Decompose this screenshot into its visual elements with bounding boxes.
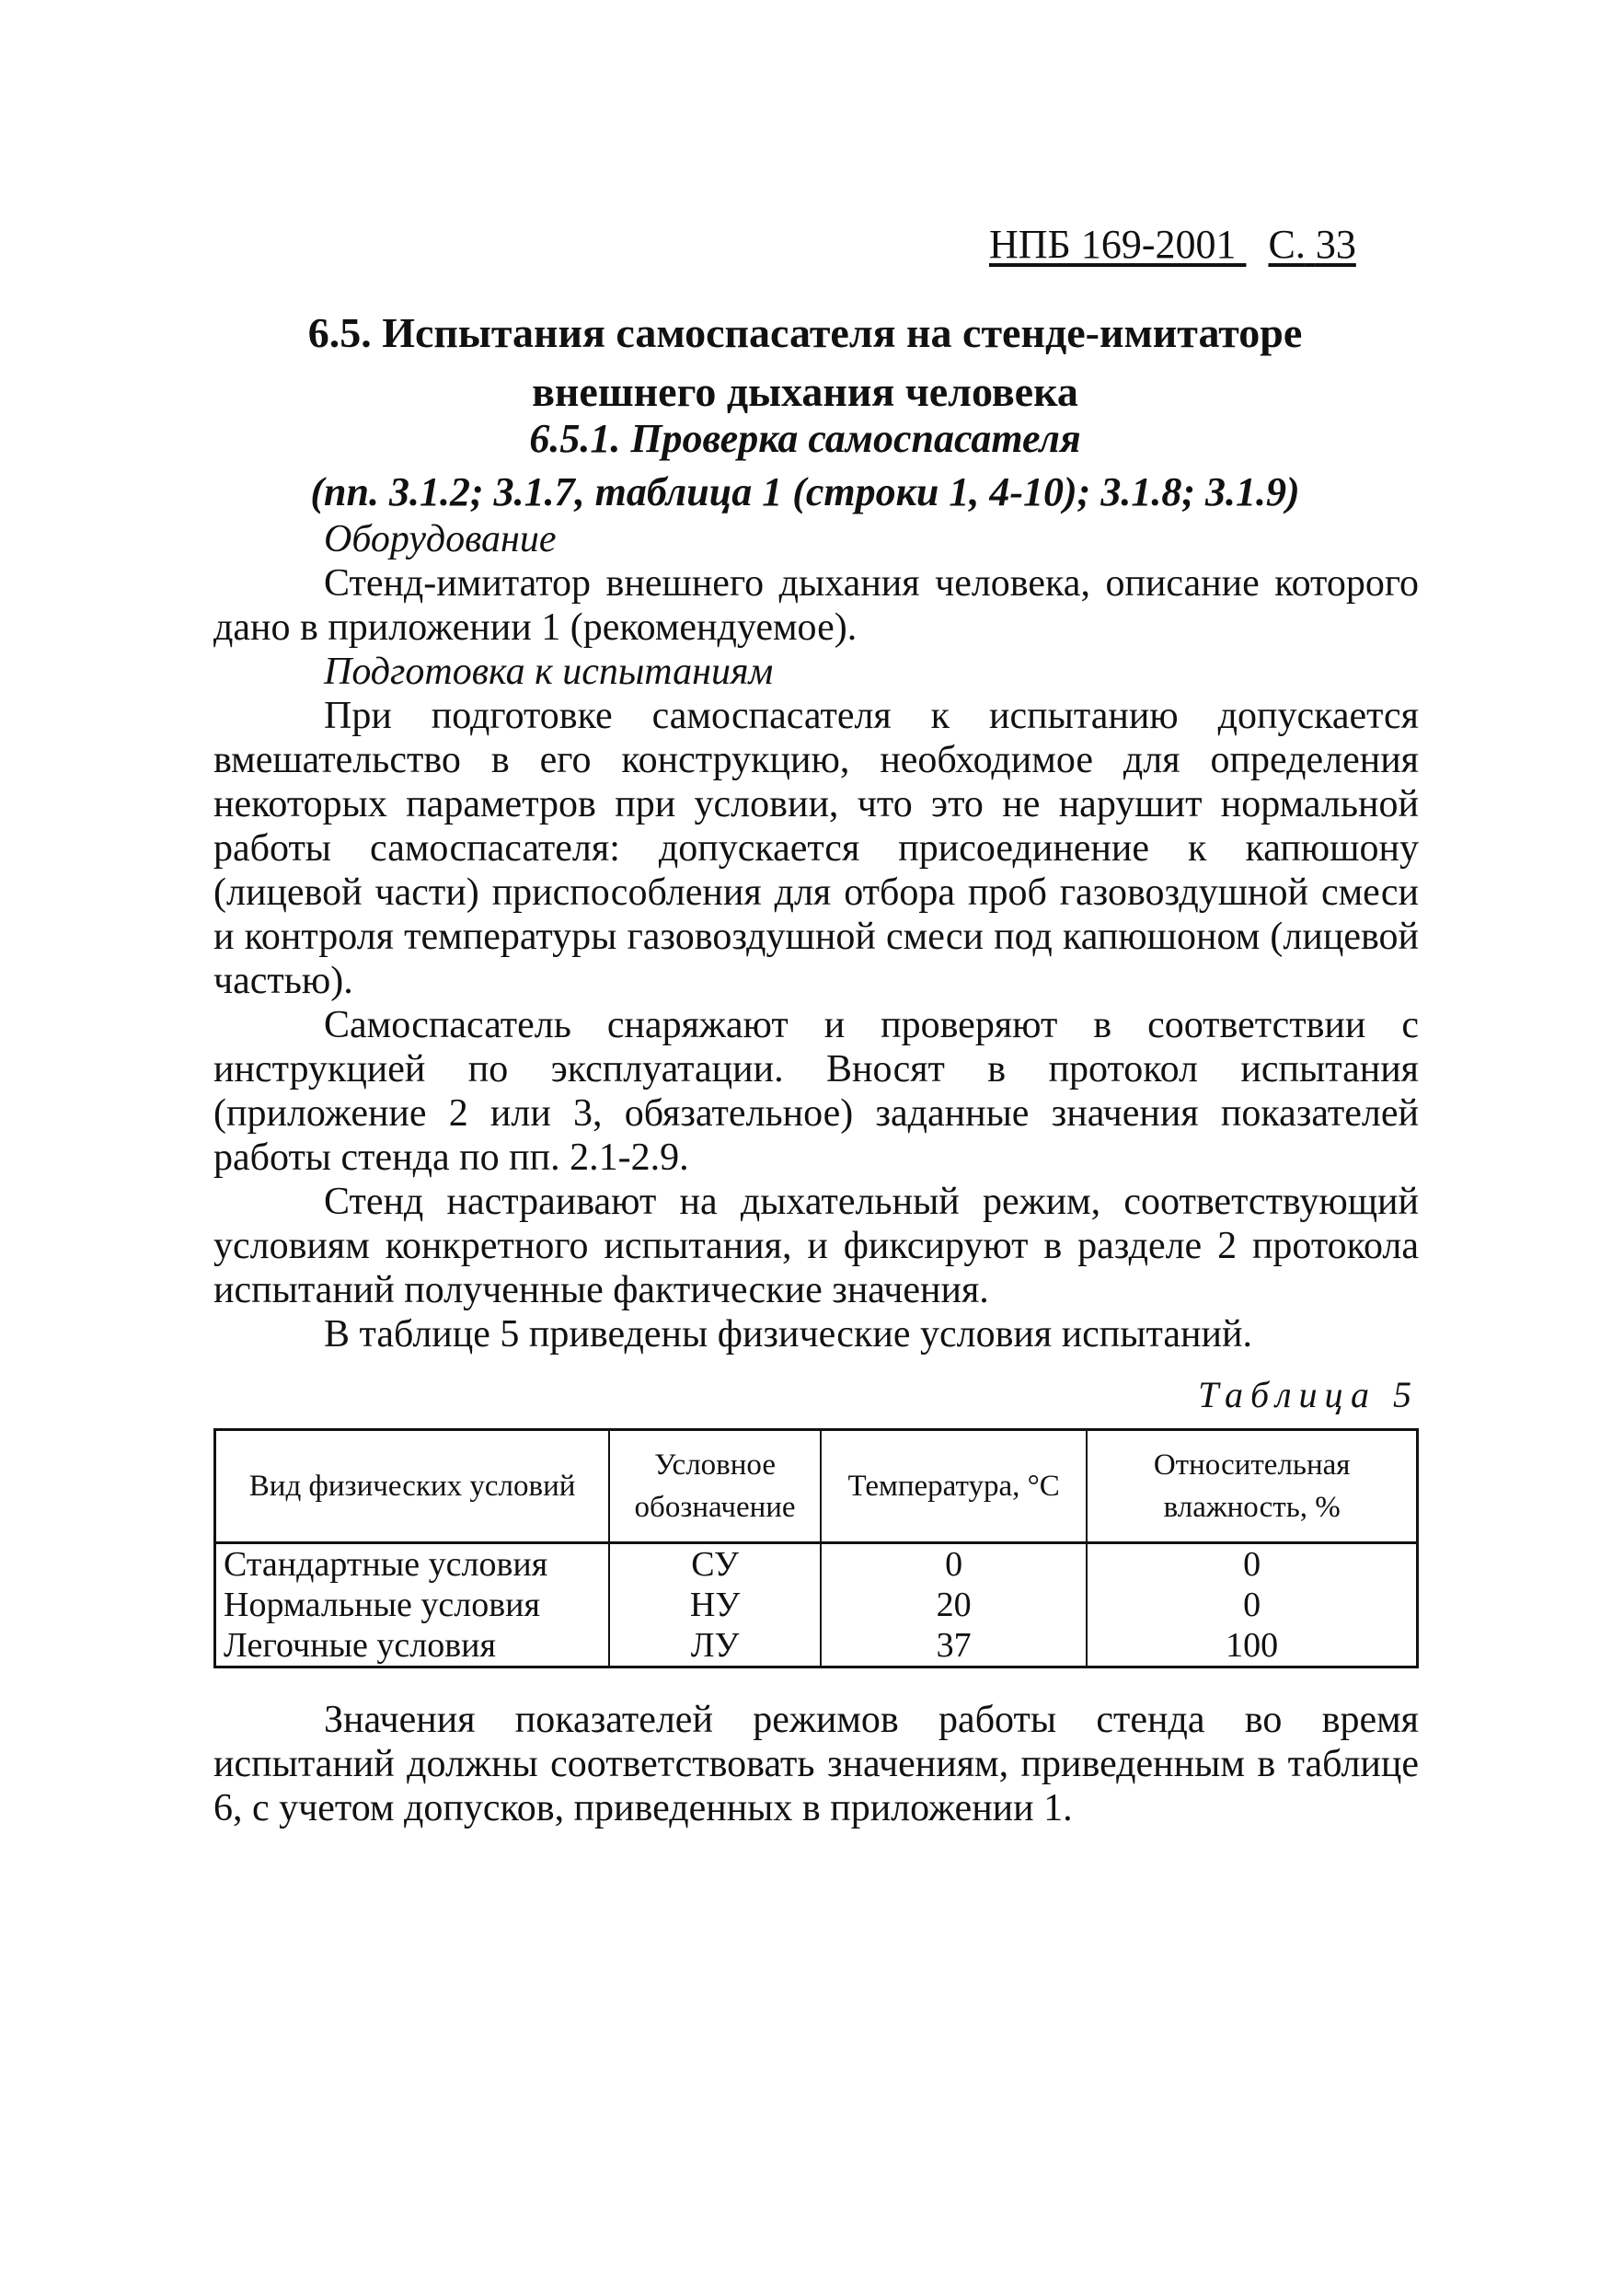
closing-text (213, 1698, 1419, 1830)
cell-code: СУ (609, 1543, 821, 1586)
table-row (215, 1543, 1418, 1586)
header-code: Условное обозначение (609, 1430, 821, 1543)
preparation-paragraph-3: Стенд настраивают на дыхательный режим, соответствующий условиям конкретного испытания, и фиксируют в разделе 2 протокола испытаний полученные фактические значения. (213, 1181, 1419, 1311)
page-number: 33 (1315, 222, 1356, 267)
preparation-paragraph-4: В таблице 5 приведены физические условия испытаний. (324, 1313, 1252, 1356)
cell-kind: Легочные условия (215, 1625, 610, 1667)
page-label: С. (1268, 222, 1306, 267)
header-humidity: Относительная влажность, % (1087, 1430, 1417, 1543)
cell-temperature: 0 (821, 1543, 1087, 1586)
cell-temperature: 37 (821, 1625, 1087, 1667)
preparation-paragraph-2: Самоспасатель снаряжают и проверяют в соответствии с инструкцией по эксплуатации. Вносят в протокол испытания (приложение 2 или 3, обязательное) заданные значения показателей работы стенда по пп. 2.1-2.9. (213, 1004, 1419, 1179)
equipment-heading: Оборудование (324, 518, 557, 560)
cell-humidity: 100 (1087, 1625, 1417, 1667)
cell-humidity: 0 (1087, 1585, 1417, 1625)
preparation-heading: Подготовка к испытаниям (324, 651, 774, 693)
conditions-table (213, 1428, 1419, 1668)
cell-code: НУ (609, 1585, 821, 1625)
closing-paragraph: Значения показателей режимов работы стенда во время испытаний должны соответствовать значениям, приведенным в таблице 6, с учетом допусков, приведенных в приложении 1. (213, 1699, 1419, 1829)
cell-temperature: 20 (821, 1585, 1087, 1625)
equipment-paragraph: Стенд-имитатор внешнего дыхания человека, описание которого дано в приложении 1 (рекомендуемое). (213, 562, 1419, 649)
header-temperature: Температура, °С (821, 1430, 1087, 1543)
page-header (989, 221, 1422, 268)
section-title-line-1: 6.5. Испытания самоспасателя на стенде-имитаторе (307, 309, 1303, 356)
cell-humidity: 0 (1087, 1543, 1417, 1586)
subsection-title (276, 412, 1334, 519)
subsection-title-line-1: 6.5.1. Проверка самоспасателя (529, 416, 1081, 461)
table-caption: Таблица 5 (1198, 1374, 1419, 1415)
table-row (215, 1625, 1418, 1667)
table-header-row (215, 1430, 1418, 1543)
table-row (215, 1585, 1418, 1625)
header-kind: Вид физических условий (215, 1430, 610, 1543)
section-title (276, 304, 1334, 421)
body-text (213, 517, 1419, 1356)
cell-kind: Стандартные условия (215, 1543, 610, 1586)
cell-kind: Нормальные условия (215, 1585, 610, 1625)
section-title-line-2: внешнего дыхания человека (532, 368, 1078, 415)
preparation-paragraph-1: При подготовке самоспасателя к испытанию допускается вмешательство в его конструкцию, необходимое для определения некоторых параметров при условии, что это не нарушит нормальной работы самоспасателя: допускается присоединение к капюшону (лицевой части) приспособления для отбора проб газовоздушной смеси и контроля температуры газовоздушной смеси под капюшоном (лицевой частью). (213, 695, 1419, 1002)
cell-code: ЛУ (609, 1625, 821, 1667)
subsection-title-line-2: (пп. 3.1.2; 3.1.7, таблица 1 (строки 1, 4-10); 3.1.8; 3.1.9) (310, 469, 1300, 514)
document-code: НПБ 169-2001 (989, 222, 1237, 267)
